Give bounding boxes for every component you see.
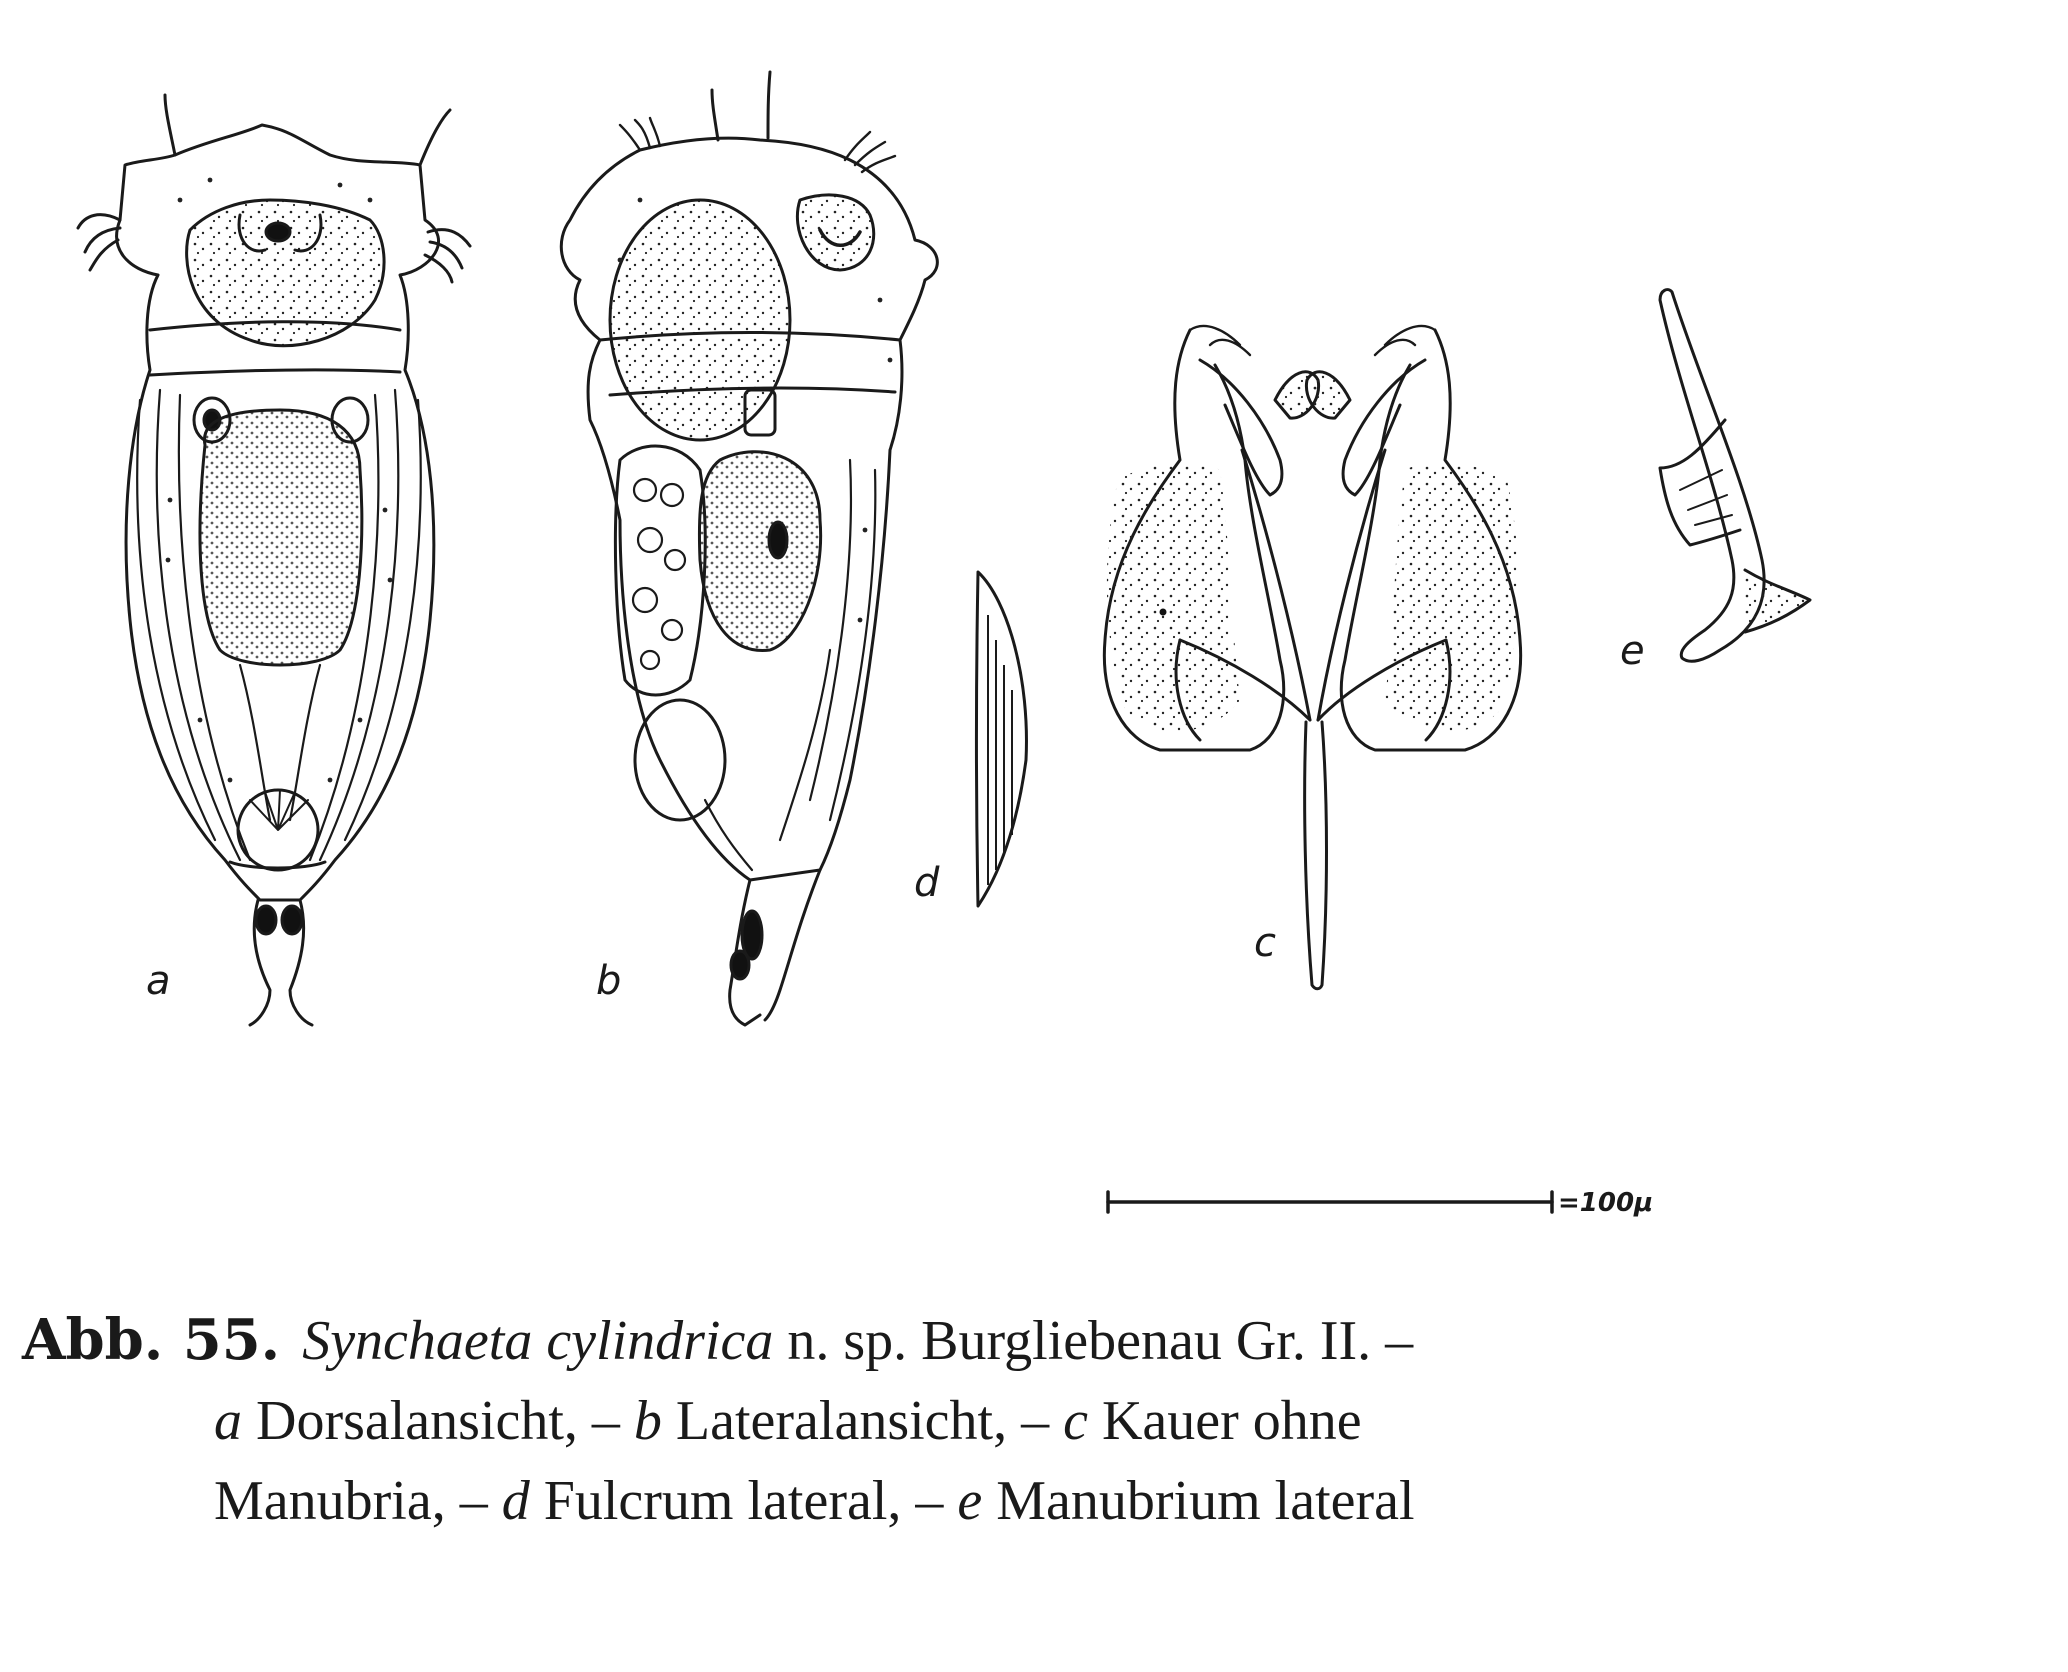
figure-caption [22, 1300, 2062, 1541]
panel-label-e: e [1620, 628, 1645, 674]
panel-e-drawing [1660, 290, 1810, 662]
panel-d-drawing [977, 572, 1027, 906]
panel-a-stomach [200, 410, 362, 665]
caption-separator: – [591, 1390, 620, 1452]
caption-letter-d: d [501, 1470, 530, 1532]
caption-line-3 [22, 1461, 2062, 1541]
caption-letter-a: a [214, 1390, 242, 1452]
caption-species-name: Synchaeta cylindrica [302, 1310, 774, 1372]
caption-text-b: Lateralansicht, [675, 1390, 1008, 1452]
caption-letter-e: e [957, 1470, 983, 1532]
panel-a-drawing [78, 95, 470, 1025]
panel-label-a: a [146, 958, 171, 1004]
caption-locality: n. sp. Burgliebenau Gr. II. – [787, 1310, 1414, 1372]
caption-separator: – [915, 1470, 944, 1532]
caption-text-a: Dorsalansicht, [256, 1390, 578, 1452]
caption-line-2 [22, 1381, 2062, 1461]
panel-b-stomach [699, 452, 820, 651]
panel-label-d: d [914, 860, 940, 906]
panel-label-c: c [1254, 920, 1276, 966]
caption-letter-b: b [633, 1390, 662, 1452]
panel-b-drawing [561, 72, 940, 1025]
caption-separator: – [1021, 1390, 1050, 1452]
panel-b-head-sac [610, 200, 790, 440]
caption-text-e: Manubrium lateral [996, 1470, 1415, 1532]
panel-c-drawing [1104, 326, 1520, 989]
scale-bar [1108, 1192, 1552, 1212]
caption-separator: – [459, 1470, 488, 1532]
scale-bar-label: =100μ [1558, 1188, 1654, 1218]
caption-letter-c: c [1063, 1390, 1088, 1452]
caption-text-c: Kauer ohne [1101, 1390, 1362, 1452]
caption-line-1 [22, 1300, 2062, 1381]
panel-label-b: b [596, 958, 622, 1004]
caption-text-d: Fulcrum lateral, [543, 1470, 902, 1532]
caption-figure-number: Abb. 55. [22, 1307, 281, 1373]
caption-text-c-continued: Manubria, [214, 1470, 446, 1532]
